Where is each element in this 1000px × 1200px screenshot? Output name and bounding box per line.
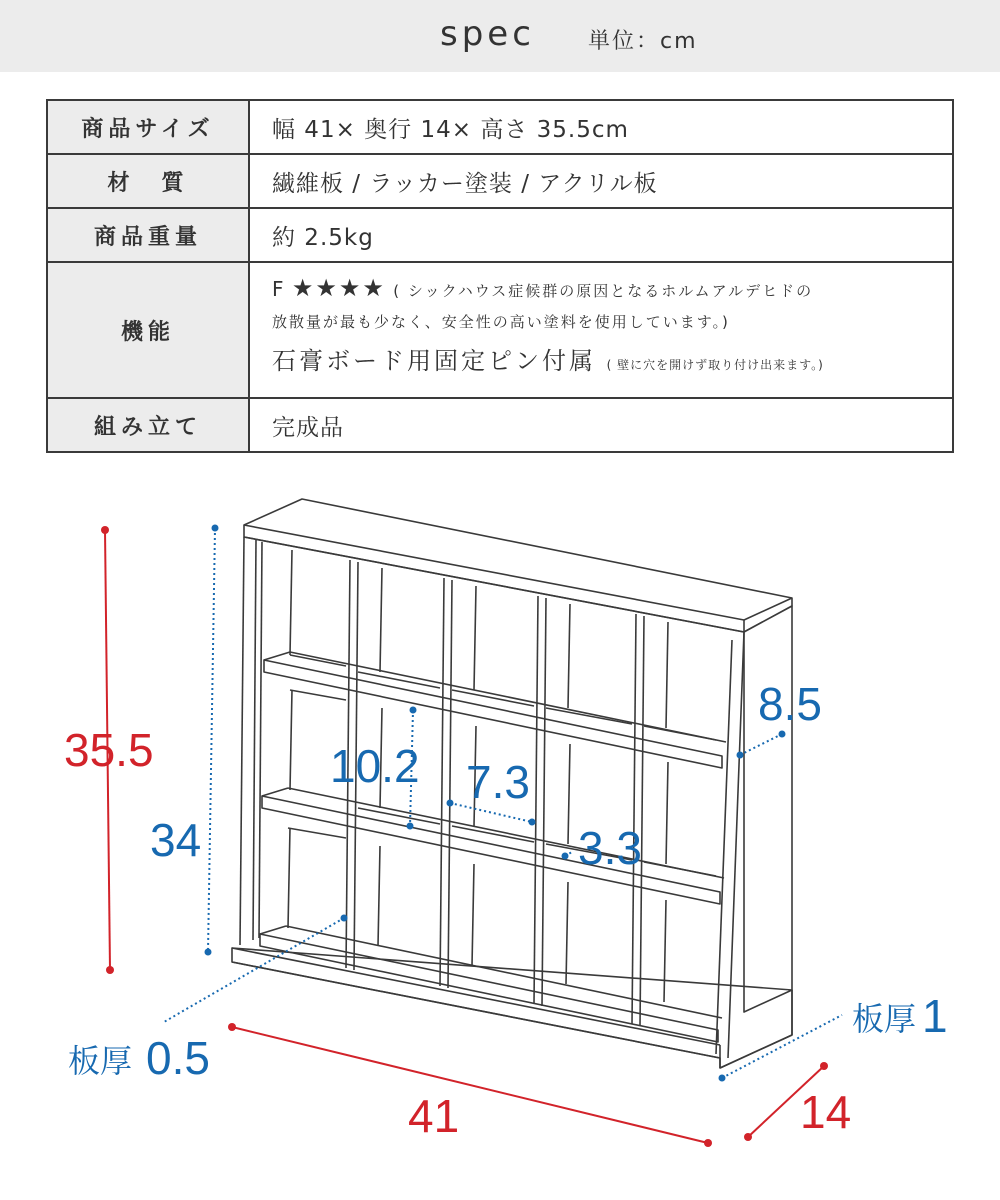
feature-line-2: 放散量が最も少なく、安全性の高い塗料を使用しています。) [272,312,730,331]
thick-board-label: 板厚 [852,1001,917,1037]
thin-board-value: 0.5 [146,1032,210,1084]
pin-note: ( 壁に穴を開けず取り付け出来ます。) [606,357,824,372]
feature-note-1: ( シックハウス症候群の原因となるホルムアルデヒドの [393,281,814,300]
spec-key-weight: 商品重量 [47,208,249,262]
star-rating-icon: ★★★★ [291,273,386,302]
spec-key-function: 機能 [47,262,249,398]
thin-board-label: 板厚 [68,1043,133,1079]
f-rating-prefix: F [272,276,285,301]
thick-board-value: 1 [922,990,948,1042]
spec-key-material: 材 質 [47,154,249,208]
depth-label: 14 [800,1086,852,1138]
compartment-height-label: 10.2 [330,740,420,792]
spec-value-weight: 約 2.5kg [249,208,953,262]
spec-value-assembly: 完成品 [249,398,953,452]
spec-key-size: 商品サイズ [47,100,249,154]
ledge-depth-label: 3.3 [578,822,642,874]
width-label: 41 [408,1090,460,1142]
unit-label: 単位：cm [588,29,698,54]
compartment-width-label: 7.3 [466,756,530,808]
pin-included-text: 石膏ボード用固定ピン付属 [272,346,596,375]
spec-value-material: 繊維板 / ラッカー塗装 / アクリル板 [249,154,953,208]
inner-height-label: 34 [150,814,202,866]
spec-title: spec [440,14,535,54]
overall-height-label: 35.5 [64,724,154,776]
side-depth-label: 8.5 [758,678,822,730]
spec-key-assembly: 組み立て [47,398,249,452]
spec-value-size: 幅 41× 奥行 14× 高さ 35.5cm [249,100,953,154]
